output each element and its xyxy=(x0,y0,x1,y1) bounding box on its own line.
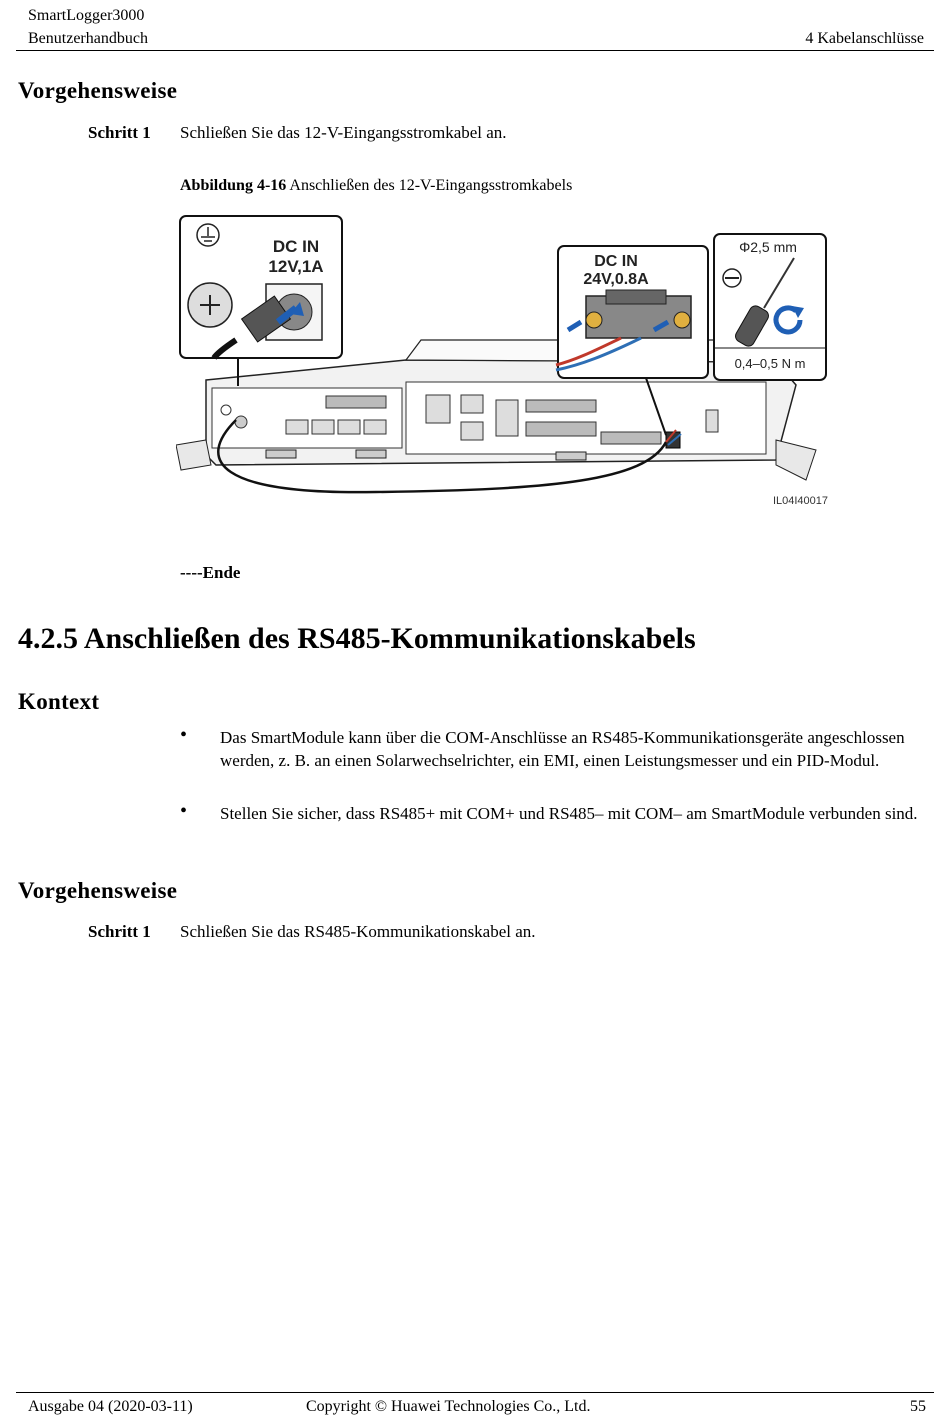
step-label: Schritt 1 xyxy=(88,123,151,142)
torque-label: 0,4–0,5 N m xyxy=(734,356,806,371)
context-bullet: Stellen Sie sicher, dass RS485+ mit COM+ und RS485– mit COM– am SmartModule verbunden sind. xyxy=(220,804,918,823)
header-chapter: 4 Kabelanschlüsse xyxy=(805,30,924,47)
step-label: Schritt 1 xyxy=(88,922,151,941)
bullet-marker: • xyxy=(180,800,188,822)
left-port-callout xyxy=(180,216,342,386)
footer-rule xyxy=(16,1392,934,1393)
figure-id: IL04I40017 xyxy=(772,495,828,507)
section-title: 4.2.5 Anschließen des RS485-Kommunikationskabels xyxy=(18,622,696,655)
tool-size-label: Φ2,5 mm xyxy=(739,239,797,255)
footer-edition: Ausgabe 04 (2020-03-11) xyxy=(28,1398,193,1415)
left-port-label-line1: DC IN xyxy=(272,237,320,256)
cable-connection-figure xyxy=(176,210,836,510)
procedure-heading: Vorgehensweise xyxy=(18,78,178,103)
bullet-marker: • xyxy=(180,724,188,746)
figure-caption xyxy=(180,177,572,195)
context-heading: Kontext xyxy=(18,689,100,714)
header-rule xyxy=(16,50,934,51)
right-port-label-line1: DC IN xyxy=(594,253,638,270)
step-text: Schließen Sie das RS485-Kommunikationskabel an. xyxy=(180,922,536,941)
right-port-label-line2: 24V,0.8A xyxy=(583,271,649,288)
page-number: 55 xyxy=(910,1398,926,1415)
header-manual: Benutzerhandbuch xyxy=(28,30,148,47)
left-port-label-line2: 12V,1A xyxy=(268,257,324,276)
figure-caption-text: Anschließen des 12-V-Eingangsstromkabels xyxy=(289,177,573,194)
context-bullet: Das SmartModule kann über die COM-Anschlüsse an RS485-Kommunikationsgeräte angeschlossen werden, z. B. an einen Solarwechselrichter, ein EMI, einen Leistungsmesser und ein PID-Modul. xyxy=(220,728,905,770)
tool-callout xyxy=(714,234,826,380)
end-marker: ----Ende xyxy=(180,563,241,582)
header-product: SmartLogger3000 xyxy=(28,7,145,24)
step-text: Schließen Sie das 12-V-Eingangsstromkabel an. xyxy=(180,123,507,142)
procedure-heading: Vorgehensweise xyxy=(18,878,178,903)
footer-copyright: Copyright © Huawei Technologies Co., Ltd. xyxy=(306,1398,591,1415)
figure-number: Abbildung 4-16 xyxy=(180,177,287,194)
